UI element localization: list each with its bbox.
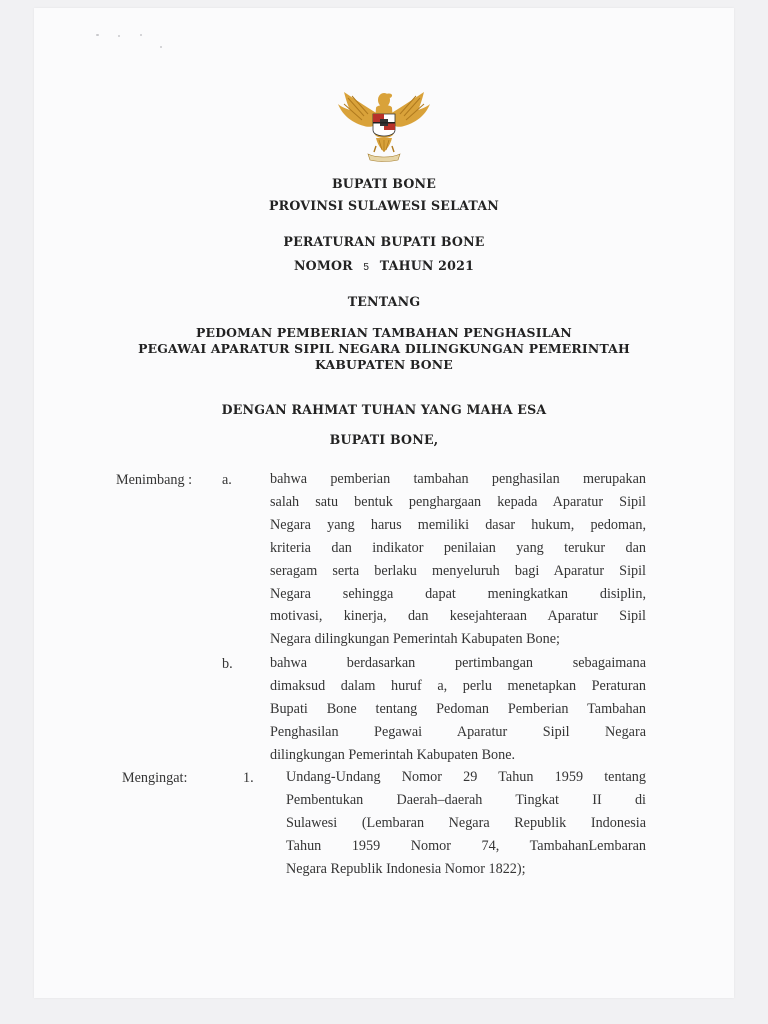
scan-speck <box>118 35 120 37</box>
bupati-bone-heading: BUPATI BONE, <box>329 432 439 447</box>
text-line: Undang-Undang Nomor 29 Tahun 1959 tentang <box>286 769 646 785</box>
text-line: bahwa berdasarkan pertimbangan sebagaimana <box>270 655 646 671</box>
menimbang-marker-a: a. <box>222 472 232 488</box>
text-line: kriteria dan indikator penilaian yang terukur dan <box>270 539 646 556</box>
menimbang-marker-b: b. <box>222 656 233 672</box>
nomor-label: NOMOR <box>293 258 353 273</box>
text-line: motivasi, kinerja, dan kesejahteraan Aparatur Sipil <box>270 608 646 625</box>
text-line: Negara yang harus memiliki dasar hukum, pedoman, <box>270 516 646 533</box>
text-line: Negara sehingga dapat meningkatkan disiplin, <box>270 585 646 602</box>
text-line: seragam serta berlaku menyeluruh bagi Aparatur Sipil <box>270 562 646 579</box>
text-line: dimaksud dalam huruf a, perlu menetapkan Peraturan <box>270 677 646 694</box>
scan-speck <box>160 46 162 48</box>
mengingat-marker-1: 1. <box>243 770 254 786</box>
tentang-heading: TENTANG <box>347 294 421 309</box>
title-line-1: PEDOMAN PEMBERIAN TAMBAHAN PENGHASILAN <box>196 325 572 340</box>
garuda-emblem-icon <box>334 86 434 164</box>
text-line: bahwa pemberian tambahan penghasilan merupakan <box>270 471 646 487</box>
text-line: Penghasilan Pegawai Aparatur Sipil Negara <box>270 723 646 740</box>
text-line: dilingkungan Pemerintah Kabupaten Bone. <box>270 746 516 763</box>
title-line-2: PEGAWAI APARATUR SIPIL NEGARA DILINGKUNGAN PEMERINTAH <box>138 341 630 356</box>
nomor-heading <box>34 258 734 273</box>
text-line: salah satu bentuk penghargaan kepada Aparatur Sipil <box>270 493 646 510</box>
bupati-heading: BUPATI BONE <box>331 176 437 191</box>
rahmat-heading: DENGAN RAHMAT TUHAN YANG MAHA ESA <box>221 402 547 417</box>
text-line: Sulawesi (Lembaran Negara Republik Indonesia <box>286 814 646 831</box>
text-line: Tahun 1959 Nomor 74, TambahanLembaran <box>286 837 646 854</box>
nomor-value: 5 <box>363 262 370 273</box>
title-line-3: KABUPATEN BONE <box>315 357 453 372</box>
text-line: Negara dilingkungan Pemerintah Kabupaten Bone; <box>270 631 560 648</box>
provinsi-heading: PROVINSI SULAWESI SELATAN <box>268 198 499 213</box>
menimbang-item-a <box>270 468 646 651</box>
text-line: Bupati Bone tentang Pedoman Pemberian Tambahan <box>270 700 646 717</box>
mengingat-item-1 <box>286 766 646 881</box>
tahun-label: TAHUN 2021 <box>379 258 475 273</box>
mengingat-label: Mengingat: <box>122 770 188 786</box>
menimbang-label: Menimbang : <box>116 472 193 488</box>
peraturan-heading: PERATURAN BUPATI BONE <box>283 234 485 249</box>
text-line: Negara Republik Indonesia Nomor 1822); <box>286 860 526 877</box>
menimbang-item-b <box>270 652 646 767</box>
scan-speck <box>96 34 99 36</box>
scan-speck <box>140 34 142 36</box>
text-line: Pembentukan Daerah–daerah Tingkat II di <box>286 791 646 808</box>
